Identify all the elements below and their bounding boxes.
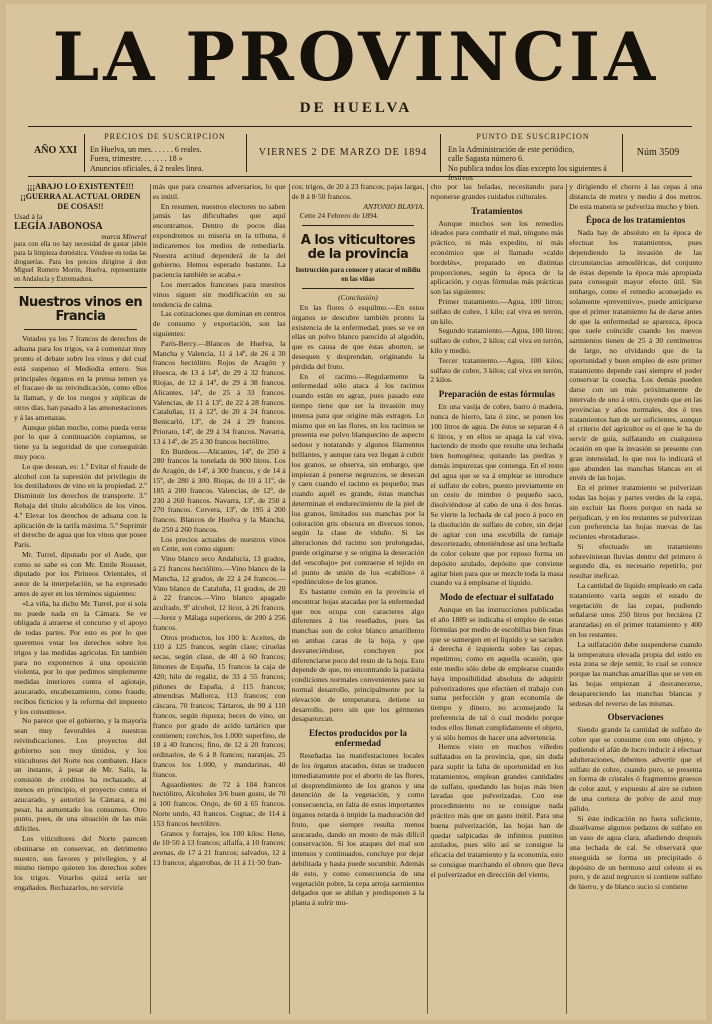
suscripcion-line: Anuncios oficiales, á 2 reales linea. bbox=[90, 163, 204, 173]
paragraph: Segundo tratamiento.—Agua, 100 litros; sulfato de cobre, 2 kilos; cal viva en terrón, kilo y medio. bbox=[430, 326, 564, 355]
paragraph: Nada hay de absoluto en la época de efectuar los tratamientos, pues dependiendo la invasión de las circunstancias atmosféricas, del conjunto de éstas depende la época más apropiada para conseguir mayor efecto útil. Sin embargo, como el remedio aconsejado es solamente «preventivo», puede anticiparse que el primer tratamiento ha de darse antes de que la enfermedad se aparezca, época que suele coincidir cuando los nuevos sarmientos tienen de 25 á 30 centímetros de largo, no olvidando que de la oportunidad y buen empleo de este primer tratamiento depende casi siempre el poder conservar la cosecha. Los demás pueden darse con un más próximamente de intervalo de uno á otro, cuyendo que en las provincias y años normales, dos ó tres tratamientos han de ser suficientes, aunque el criterio del agricultor es el que le ha de servir de guía, sulfatando en cualquiera ocasión en que la invasión se presente con gran intensidad, lo que nos lo indicará el que abunden las manchas blancas en el envés de las hojas. bbox=[569, 228, 702, 483]
paragraph: Hemos visto en muchos viñedos sulfatados en la provincia, que, sin duda para suplir la falta de oportunidad en los tratamientos, emplean grandes cantidades de sulfato, quedando las hojas más bien lavadas que pulverizadas. Con ese procedimiento no se consigue nada práctico más que un gasto inútil. Para una buena pulverización, las hojas han de quedar salpicadas de infinitos puntitos azulados, pues sólo así se consigue la eficacia del tratamiento y la economía, esto se consigue marchando el obrero que lleva el pulverizador en dirección del viento, bbox=[430, 742, 564, 879]
paragraph: Primer tratamiento.—Agua, 100 litros; sulfato de cobre, 1 kilo; cal viva en terrón, un kilo. bbox=[430, 296, 564, 326]
paragraph: No parece que el gobierno, y la mayoría sean muy favorables á nuestras reivindicaciones. Los proyectos del gobierno son muy tímidos, y los viticultores del Norte nos combaten. Hace un instante, á pesar de Mr. Salís, la comisión de créditos ha rechazado, al menos en principio, el proyecto contra el azucarado, y autorizó la Cámara, a mi pesar, ha aumentado los consumos. Otro punto, pues, de una situación de las más difíciles. bbox=[14, 716, 147, 834]
section-heading: Tratamientos bbox=[471, 205, 523, 216]
ad-brand: LEGÍA JABONOSA bbox=[14, 220, 103, 232]
article-headline: Nuestros vinos en Francia bbox=[18, 295, 143, 325]
paragraph: Aguardientes: de 72 á 104 francos hectólitro, Alcoholes 3/6 buen gusto, de 70 á 100 francos. Orujo, de 60 á 65 francos. Norte undo, 43 francos. Cognac, de 114 á 153 francos hectólitro. bbox=[152, 779, 286, 828]
paragraph: En las flores ó esquilmo.—En estos órganos se descubre también pronto la existencia de la enfermedad, pues se ve en ellas un polvo blanco parecido al algodón, que es causa de que éstas aborten, se desequen y desprendan, originando la pérdida del fruto. bbox=[291, 302, 425, 371]
divider bbox=[24, 329, 137, 330]
divider bbox=[246, 134, 247, 172]
paragraph: y dirigiendo el chorro á las cepas á una distancia de metro y medio á dos metros. De esta manera se pulveriza mucho y bien. bbox=[569, 182, 702, 211]
punto-line: En la Administración de este periódico, bbox=[448, 144, 575, 154]
dateline: Cette 24 Febrero de 1894. bbox=[299, 211, 379, 221]
paragraph: Votados ya los 7 francos de derechos de aduana para los trigos, va á comenzar muy pronto el debate sobre los vinos y del cual está suspenso el Mediodia entero. Sus principales órganos en la prensa temen ya el fracaso de su reivindicación, como ellos la llaman, y de los ruegos y súplicas de otros días, han pasado á las amonestaciones y á las amenazas. bbox=[14, 334, 147, 422]
paragraph: Aunque en las instrucciones publicadas el año 1889 se indicaba el empleo de estas fórmulas por medio de escobillas bien finas que se sumergen en el líquido y se sacuden á derecha é izquierda sobre las cepas, repetimos; como en aquella ocasión, que este medio sólo debe de emplearse cuando haya imposibilidad absoluta de adquirir pulverizadores que efectúen el trabajo con suma perfección y gran economía de tiempo y dinero, no aconsejando la preferencia de tal ó cual modelo porque todos ellos llenan cumplidamente el objeto, y si sólo hemos de hacer una advertencia. bbox=[430, 605, 564, 742]
column-5 bbox=[569, 182, 702, 1016]
suscripcion-title: PRECIOS DE SUSCRIPCION bbox=[104, 132, 226, 141]
column-divider bbox=[150, 184, 151, 1014]
paragraph: Los precios actuales de nuestros vinos en Cette, son como siguen: bbox=[152, 534, 286, 554]
paragraph: «La viña, ha dicho Mr. Turrel, por sí sola no puede nada en la Cámara. Se ve obligada á atraerse el concurso y el apoyo de todas partes. Por esto es por lo que queremos votar los derechos sobre los trigos y las medidas agrícolas. En también para no exponernos á una oposición violenta, por lo que pedimos simplemente medidas interiores contra el agiotaje, azucarado, encabezamiento, como fraude, recibos ficticios y la reforma del impuesto y los consumos». bbox=[14, 598, 147, 716]
paragraph: Mr. Turrel, diputado por el Aude, que como se sabe es con Mr. Emile Rousset, diputado por los Pirineos Orientales, el autor de la interpelación, se ha expresado antes de ayer en los términos siguientes: bbox=[14, 549, 147, 599]
column-2 bbox=[153, 182, 286, 1016]
paragraph: París-Bercy.—Blancos de Huelva, la Mancha y Valencia, 11 á 14º, de 26 á 30 francos hectólitro. Rojos de Aragón y Huesca, de 13 á 14º, de 29 á 32 francos. Riojas, de 12 á 14º, de 29 á 38 francos. Alicantes, 14º, de 25 á 33 francos. Valencias, de 11 á 13º, de 22 á 28 francos. Cataluñas, 11 á 12º, de 20 á 24 francos. Benicarló, 13º, de 24 á 29 francos. Priorato, 14º, de 29 á 34 francos. Navarra, 13 á 14º, de 25 á 30 francos hectólitro. bbox=[152, 338, 286, 446]
divider bbox=[622, 134, 623, 172]
masthead-rule-top bbox=[28, 126, 692, 127]
paragraph: La sulfatación debe suspenderse cuando la temperatura elevada propia del estío en esta zona se deje sentir, lo cual se conoce porque las manchas amarillas que se ven en las hojas empiezan á desvanecerse, desapareciendo las manchas blancas y sedosas del reverso de las mismas. bbox=[569, 639, 702, 708]
column-divider bbox=[289, 184, 290, 1014]
suscripcion-line: En Huelva, un mes. . . . . . 6 reales. bbox=[90, 144, 202, 154]
paragraph: Siendo grande la cantidad de sulfato de cobre que se consume con este objeto, y pudiendo el afán de lucro inducir á efectuar adulteraciones, debemos advertir que el sulfato de cobre, cuando puro, se presenta en forma de cristales ó fragmentos gruesos de color azul, y expuesto al aire se cubren de una corteza de polvo de azul muy pálido. bbox=[569, 725, 702, 813]
paragraph: Tercer tratamiento.—Agua, 100 kilos; sulfato de cobre, 3 kilos; cal viva en terrón, 2 kilos. bbox=[430, 355, 564, 385]
paragraph: Los viticultores del Norte parecen obstinarse en conservar, en detrimento nuestro, sus favores y privilegios, y al mismo tiempo quieren los derechos sobre los trigos. Votarlos quizá sería ser engañados. Rechazarlos, no serviría bbox=[14, 834, 147, 892]
punto-line: No publica todos los días excepto los siguientes á festivos bbox=[448, 163, 607, 182]
column-divider bbox=[427, 184, 428, 1014]
paragraph: En el primer tratamiento se pulverizan todas las hojas y partes verdes de la cepa, sin excluir las flores porque en nada se perjudican, y en los restantes se pulverizan con preferencia las hojas nuevas de las recientes «brotaduras». bbox=[569, 483, 702, 542]
article-kicker: Instrucción para conocer y atacar el mildiu en las viñas bbox=[295, 267, 421, 283]
paragraph: Si éste indicación no fuera suficiente, disuélvanse algunos pedazos de sulfato en un vaso de agua clara, añadiendo después una lechada de cal. Se observará que enseguida se forma un precipitado ó depósito de un hermoso azul celeste si es puro, y de azul negruzco si contiene sulfato de hierro, y de blanco sucio si contiene bbox=[569, 813, 702, 892]
paragraph: cho por las heladas, necesitando para reponerse grandes cuidados culturales. bbox=[430, 182, 564, 201]
ad-headline: ¡¡GUERRA AL ACTUAL ORDEN DE COSAS!! bbox=[20, 192, 141, 211]
paragraph: más que para crearnos adversarios, lo que es inútil. bbox=[152, 182, 286, 201]
divider bbox=[440, 134, 441, 172]
column-3 bbox=[292, 182, 425, 1016]
signature: ANTONIO BLAVIA. bbox=[363, 201, 425, 211]
paragraph: Otros productos, los 100 k: Aceites, de 110 á 125 francos, según clase; ciruelas secas, según clase, de 40 á 60 francos; limones de España, 15 francos la caja de 420; hilo de regaliz, de 33 á 55 francos; piñones de España, á 115 francos; almendras Mallorca, 113 francos; con cáscara, 70 francos; Tártaros, de 90 á 110 francos, según riqueza; heces de vino, un franco por grado de acido tartárico que contienen; corchos, los 1.000: superfino, de 18 á 40 francos; fino, de 12 á 20 francos; ordinarios, de 6 á 8 francos; naranjas, 25 francos los 1.000, y mandarinas, 40 francos. bbox=[152, 632, 286, 779]
column-divider bbox=[566, 184, 567, 1014]
paragraph: Reseñadas las manifestaciones locales de los órganos atacados, éstas se traducen inmediatamente por el aborto de las flores, el desprendimiento de los granos y una detención de la vegetación, y como consecuencia, en falta de estos importantes órganos retarda ó impide la maduración del fruto, que siempre resulta menos azucarado, dando un mosto de más difícil conservación. Si los ataques del mal son intensos y continuados, concluye por dejar debilitada y hasta puede sucumbir. Además de esto, y como consecuencia de una vegetación pobre, la cepa arroja sarmientos delgados que se ahilan y predisponen á la planta á sufrir mu- bbox=[291, 751, 425, 908]
paragraph: Granos y forrajes, los 100 kilos: Heno, de 10·50 á 13 francos; alfalfa, á 10 francos; avenas, de 17 á 21 francos; salvados, 12 á 13 francos; algarrobas, de 11 á 11·50 fran- bbox=[152, 828, 286, 867]
paragraph: cos; trigos, de 20 á 23 francos; pajas largas, de 8 á 8·50 francos. bbox=[291, 182, 425, 201]
paragraph: En una vasija de cobre, barro ó madera, nunca de hierro, lata ó zinc, se ponen los 100 litros de agua. De éstos se separan 4 ó 6 litros, y en ellos se apaga la cal viva, haciendo de modo que resulte una lechada bien homogénea; quitando las piedras y demás impurezas que contenga. En el resto del agua que se va á emplear se introduce el sulfato de cobre, puesto previamente en un cesto de mimbre ó pequeño saco, disolviéndose al cabo de una ó dos horas. Se vierte la lechada de cal poco á poco en la disolución de sulfato de cobre, sin dejar de agitar con una escobilla de ramaje descortezado, obteniéndose así una lechada de color celeste que por reposo forma un depósito azulado, depósito que conviene agitar bien para que se mezcle toda la masa cuando va á emplearse el líquido. bbox=[430, 402, 564, 588]
issue-number: Núm 3509 bbox=[636, 147, 680, 158]
punto-title: PUNTO DE SUSCRIPCION bbox=[476, 132, 590, 141]
advertisement bbox=[14, 182, 147, 288]
section-heading: Preparación de estas fórmulas bbox=[438, 389, 555, 400]
paragraph: En el racimo.—Regularmente la enfermedad sólo ataca á los racimos cuando están en agraz, pues pasado este tiempo tiene que ser la invasión muy intensa para que origine más estragos. Lo mismo que en las flores, en los racimos se presenta ese polvo blanquecino de aspecto sedoso y notarando y algunos filamentos brillantes, y aunque rara vez llegan á cubrir los granos, se observa, sin embargo, que impiezan á ponerse negruzcos, se desecan y caen cuando el racimo es pequeño; mas cuando aquél es grande, éstas manchas determinan el endurecimiento de la piel de los granos, limitados sus manchas por la coloración gris obscura en diversos tonos, según la clase de viduño. Si las alteraciones del racimo son prolongadas, puede originarse y se origina la desecación del «escobajo» por contraerse el tejido en el punto de unión de los «cabillos» ó «pedúnculos» de los granos. bbox=[291, 371, 425, 587]
suscripcion-box bbox=[90, 130, 240, 176]
paragraph: Si efectuado un tratamiento sobrevinieran lluvias dentro del primero ó segundo día, es necesario repetirlo, por resultar ineficaz. bbox=[569, 541, 702, 581]
ad-use: Usad á la bbox=[14, 212, 43, 221]
punto-line: calle Sagasta número 6. bbox=[448, 154, 524, 163]
section-heading: Efectos producidos por la enfermedad bbox=[309, 728, 407, 749]
column-1 bbox=[14, 182, 147, 1016]
issue-date: VIERNES 2 DE MARZO DE 1894 bbox=[258, 147, 428, 158]
paragraph: Es bastante común en la provincia el encontrar hojas atacadas por la enfermedad que nos ocupa con caracteres algo diferentes á los reseñados, pues las manchas son de color blanco amarillento en ambas caras de la hoja, y que desvaneciéndose, concluyen por diferenciarse poco del resto de la hoja. Esto depende de que, no encontrando la parásita condiciones normales convenientes para su normal desarrollo, principalmente por la elevación de temperatura, detiene su desarrollo, pero sin que los gérmenes desaparezcan. bbox=[291, 587, 425, 724]
section-heading: Modo de efectuar el sulfatado bbox=[439, 592, 554, 603]
article-columns bbox=[14, 182, 702, 1016]
paragraph: Aunque pidan mucho, como pueda verse por lo que á continuación copiamos, se tiene ya la seguridad de que conseguirán muy poco. bbox=[14, 422, 147, 461]
paragraph: La cantidad de líquido empleado en cada tratamiento varía según el estado de vegetación de las cepas, pudiendo señalarse unos 250 litros por hectárea (2 aranzadas) en el primer tratamiento y 400 en los restantes. bbox=[569, 581, 702, 640]
masthead-subtitle: DE HUELVA bbox=[299, 100, 413, 116]
paragraph: Vino blanco seco Andalucía, 13 grados, á 21 francos hectólitro.—Vino blanco de la Mancha, 12 grados, de 22 á 24 francos.—Vino blanco de Cataluña, 11 grados, de 20 á 22 francos.—Vino blanco apagado azufrado, 9º alcohol, 12 licor, á 26 francos.—Jerez y Málaga superiores, de 200 á 256 francos. bbox=[152, 554, 286, 632]
paragraph: En resumen, nuestros electores no saben jamás las dificultades que aquí encontramos. Dentro de pocos días expondremos su miseria en la tribuna, é indicaremos los medios de remediarla. Nuestra actitud dependerá de la del gobierno. Hemos esperado bastante. La paciencia también se acaba.» bbox=[152, 201, 286, 280]
info-row bbox=[28, 130, 692, 182]
paragraph: Lo que desean, es: 1.º Evitar el fraude de alcohol con la supresión del privilegio de los destiladores de vino en la propiedad. 2.º Disminuir los derechos de transporte. 3.º Rebaja del título alcohólico de los vinos. 4.º Elevar los derechos de aduana con la aplicación de la tarifa máxima. 5.º Suprimir el derecho de agua que los vinos que posee París. bbox=[14, 461, 147, 550]
masthead-rule-bottom bbox=[28, 176, 692, 177]
ad-mark: marca Mineral bbox=[101, 231, 147, 241]
column-4 bbox=[430, 182, 563, 1016]
divider bbox=[302, 225, 415, 226]
suscripcion-line: Fuera, trimestre. . . . . . . 18 » bbox=[90, 154, 183, 163]
article-headline: A los viticultores de la provincia bbox=[300, 233, 416, 263]
newspaper-page bbox=[6, 4, 706, 1020]
paragraph: Aunque muchos son los remedios ideados para combatir el mal, ninguno más práctico, ni más expedito, ni más económico que el llamado «caldo bordelés», preparado en distintas proporciones, según la época de la aplicación, y cuyas fórmulas más prácticas son las siguientes: bbox=[430, 218, 564, 297]
masthead-title: LA PROVINCIA bbox=[52, 18, 660, 96]
divider bbox=[302, 288, 415, 289]
conclusion-label: (Conclusión) bbox=[338, 293, 378, 303]
section-heading: Época de los tratamientos bbox=[585, 215, 686, 226]
divider bbox=[84, 134, 85, 172]
paragraph: Las cotizaciones que dominan en centros de consumo y exportación, son las siguientes: bbox=[152, 309, 286, 338]
section-heading: Observaciones bbox=[607, 712, 664, 723]
ad-headline: ¡¡¡ABAJO LO EXISTENTE!!! bbox=[26, 182, 134, 191]
punto-box bbox=[448, 130, 618, 182]
paragraph: En Burdeos.—Alicantes, 14º, de 250 á 280 francos la tonelada de 900 litros. Los de Aragón, de 14º, á 300 francos, y de 14 á 15º, de 280 á 300. Riojas, de 10 á 11º, de 185 á 200 francos. Valencias, de 12º, de 230 á 260 francos. Navarra, 13º, de 250 á 270 francos. Cervera, 13º, de 195 á 200 francos. Blancos de Huelva y la Mancha, de 250 á 260 francos. bbox=[152, 446, 286, 534]
paragraph: Los mercados franceses para nuestros vinos siguen sin modificación en su tendencia de calma. bbox=[152, 279, 286, 309]
year-label: AÑO XXI bbox=[34, 145, 78, 156]
ad-text: para con ella no hay necesidad de gastar jabón para la limpieza doméstica. Véndese en todas las droguerías. Para los precios dirigirse á don Miguel Romero Morón, Huelva, representante en Andalucía y Extremadura. bbox=[14, 241, 147, 283]
